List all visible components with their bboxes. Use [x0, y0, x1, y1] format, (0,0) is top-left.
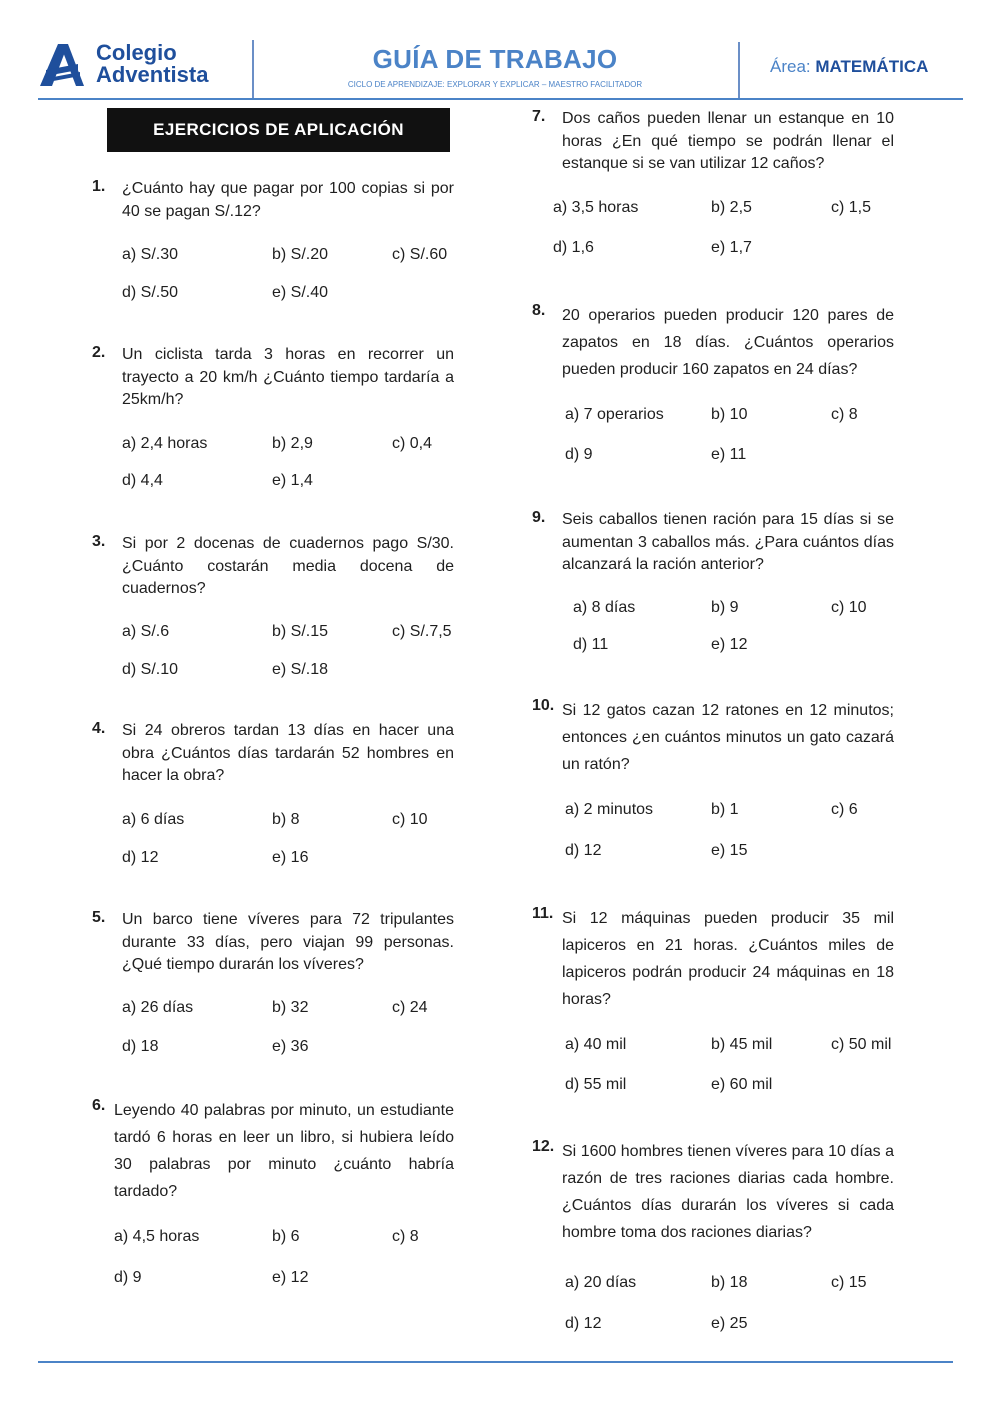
question-5 [92, 909, 454, 1055]
footer-rule [38, 1361, 953, 1363]
option-d: d) 55 mil [565, 1076, 627, 1093]
options-row [553, 199, 893, 221]
question-1 [92, 178, 454, 301]
question-number: 3. [92, 533, 106, 550]
option-a: a) 7 operarios [565, 406, 664, 423]
option-c: c) 6 [831, 801, 858, 818]
options-row [565, 1036, 905, 1058]
options-row [565, 1274, 905, 1296]
question-number: 9. [532, 509, 546, 526]
options-row [114, 1269, 454, 1291]
option-a: a) 6 días [122, 811, 185, 828]
options-row [565, 406, 905, 428]
question-number: 8. [532, 302, 546, 319]
area-value: MATEMÁTICA [815, 57, 929, 76]
option-c: c) 24 [392, 999, 428, 1016]
option-a: a) S/.6 [122, 623, 170, 640]
option-d: d) 9 [114, 1269, 142, 1286]
option-d: d) S/.10 [122, 661, 179, 678]
options-row [565, 446, 905, 468]
options-row [122, 435, 462, 457]
option-a: a) 4,5 horas [114, 1228, 200, 1245]
option-e: e) 60 mil [711, 1076, 773, 1093]
option-d: d) 11 [573, 636, 609, 653]
question-text: Si 12 gatos cazan 12 ratones en 12 minutos; entonces ¿en cuántos minutos un gato cazará un ratón? [562, 702, 894, 773]
option-b: b) 9 [711, 599, 739, 616]
question-number: 6. [92, 1097, 106, 1114]
option-b: b) 6 [272, 1228, 300, 1245]
options-row [573, 636, 913, 658]
question-6 [92, 1097, 454, 1286]
option-c: c) 50 mil [831, 1036, 892, 1053]
option-c: c) 10 [392, 811, 428, 828]
question-number: 11. [532, 905, 554, 922]
option-c: c) 10 [831, 599, 867, 616]
option-d: d) 12 [565, 1315, 602, 1332]
option-d: d) 12 [565, 842, 602, 859]
option-b: b) 10 [711, 406, 748, 423]
option-a: a) 20 días [565, 1274, 637, 1291]
option-b: b) 2,5 [711, 199, 752, 216]
question-7 [532, 108, 894, 256]
option-b: b) 8 [272, 811, 300, 828]
options-row [122, 811, 462, 833]
option-a: a) 3,5 horas [553, 199, 639, 216]
section-banner: EJERCICIOS DE APLICACIÓN [107, 108, 450, 152]
option-e: e) 11 [711, 446, 747, 463]
option-d: d) 18 [122, 1038, 159, 1055]
question-number: 12. [532, 1138, 555, 1155]
header-rule [38, 98, 963, 100]
option-b: b) 18 [711, 1274, 748, 1291]
option-a: a) S/.30 [122, 246, 179, 263]
question-number: 5. [92, 909, 106, 926]
question-4 [92, 720, 454, 866]
header-divider [738, 42, 740, 98]
option-b: b) S/.20 [272, 246, 329, 263]
page-subtitle: CICLO DE APRENDIZAJE: EXPLORAR Y EXPLICAR – MAESTRO FACILITADOR [347, 80, 643, 89]
school-logo-icon [38, 42, 86, 88]
question-text: Dos caños pueden llenar un estanque en 10 horas ¿En qué tiempo se podrán llenar el estanque si se van utilizar 12 caños? [562, 110, 894, 172]
options-row [114, 1228, 454, 1250]
options-row [122, 661, 462, 683]
option-e: e) 16 [272, 849, 309, 866]
school-name [96, 42, 208, 86]
brand-line-2: Adventista [96, 62, 209, 87]
question-11 [532, 905, 894, 1093]
option-e: e) 12 [711, 636, 748, 653]
option-c: c) S/.60 [392, 246, 448, 263]
page-title: GUÍA DE TRABAJO [372, 44, 618, 74]
option-e: e) S/.18 [272, 661, 329, 678]
option-a: a) 2 minutos [565, 801, 654, 818]
option-a: a) 8 días [573, 599, 636, 616]
options-row [122, 472, 462, 494]
option-b: b) 2,9 [272, 435, 313, 452]
options-row [565, 801, 905, 823]
subject-area [770, 57, 928, 77]
area-label: Área: [770, 57, 811, 76]
options-row [565, 842, 905, 864]
option-b: b) 1 [711, 801, 739, 818]
options-row [573, 599, 913, 621]
question-number: 2. [92, 344, 106, 361]
question-text: Si 24 obreros tardan 13 días en hacer una obra ¿Cuántos días tardarán 52 hombres en hacer la obra? [122, 722, 454, 784]
option-d: d) 4,4 [122, 472, 163, 489]
option-b: b) S/.15 [272, 623, 329, 640]
option-c: c) S/.7,5 [392, 623, 452, 640]
question-text: Si 1600 hombres tienen víveres para 10 días a razón de tres raciones diarias cada hombre. ¿Cuántos días durarán los víveres si cada hombre toma dos raciones diarias? [562, 1143, 894, 1241]
option-e: e) 36 [272, 1038, 309, 1055]
question-number: 7. [532, 108, 546, 125]
option-a: a) 26 días [122, 999, 194, 1016]
options-row [565, 1315, 905, 1337]
question-10 [532, 697, 894, 859]
option-c: c) 1,5 [831, 199, 872, 216]
option-a: a) 2,4 horas [122, 435, 208, 452]
question-text: Un ciclista tarda 3 horas en recorrer un trayecto a 20 km/h ¿Cuánto tiempo tardaría a 25km/h? [122, 346, 454, 408]
question-3 [92, 533, 454, 678]
header-divider [252, 40, 254, 98]
option-e: e) 12 [272, 1269, 309, 1286]
question-9 [532, 509, 894, 653]
option-c: c) 8 [392, 1228, 419, 1245]
options-row [122, 284, 462, 306]
brand-line-1: Colegio [96, 40, 177, 65]
options-row [122, 246, 462, 268]
question-text: 20 operarios pueden producir 120 pares de zapatos en 18 días. ¿Cuántos operarios pueden producir 160 zapatos en 24 días? [562, 307, 894, 378]
options-row [122, 849, 462, 871]
option-d: d) 9 [565, 446, 593, 463]
option-d: d) 12 [122, 849, 159, 866]
option-d: d) S/.50 [122, 284, 179, 301]
question-text: Leyendo 40 palabras por minuto, un estudiante tardó 6 horas en leer un libro, si hubiera leído 30 palabras por minuto ¿cuánto habría tardado? [114, 1102, 454, 1200]
option-b: b) 45 mil [711, 1036, 773, 1053]
option-e: e) S/.40 [272, 284, 329, 301]
question-8 [532, 302, 894, 463]
question-2 [92, 344, 454, 489]
question-text: ¿Cuánto hay que pagar por 100 copias si por 40 se pagan S/.12? [122, 180, 454, 220]
option-e: e) 1,4 [272, 472, 313, 489]
question-text: Si por 2 docenas de cuadernos pago S/30. ¿Cuánto costarán media docena de cuadernos? [122, 535, 454, 597]
question-text: Si 12 máquinas pueden producir 35 mil lapiceros en 21 horas. ¿Cuántos miles de lapiceros podrán producir 24 máquinas en 18 horas? [562, 910, 894, 1008]
options-row [553, 239, 893, 261]
options-row [122, 1038, 462, 1060]
option-e: e) 1,7 [711, 239, 752, 256]
option-b: b) 32 [272, 999, 309, 1016]
options-row [122, 623, 462, 645]
option-d: d) 1,6 [553, 239, 594, 256]
question-number: 10. [532, 697, 555, 714]
question-text: Seis caballos tienen ración para 15 días si se aumentan 3 caballos más. ¿Para cuántos días alcanzará la ración anterior? [562, 511, 894, 573]
question-12 [532, 1138, 894, 1332]
question-text: Un barco tiene víveres para 72 tripulantes durante 33 días, pero viajan 99 personas. ¿Qué tiempo durarán los víveres? [122, 911, 454, 973]
option-c: c) 0,4 [392, 435, 433, 452]
options-row [565, 1076, 905, 1098]
option-c: c) 8 [831, 406, 858, 423]
option-e: e) 15 [711, 842, 748, 859]
option-c: c) 15 [831, 1274, 867, 1291]
question-number: 4. [92, 720, 106, 737]
options-row [122, 999, 462, 1021]
question-number: 1. [92, 178, 106, 195]
option-a: a) 40 mil [565, 1036, 627, 1053]
option-e: e) 25 [711, 1315, 748, 1332]
